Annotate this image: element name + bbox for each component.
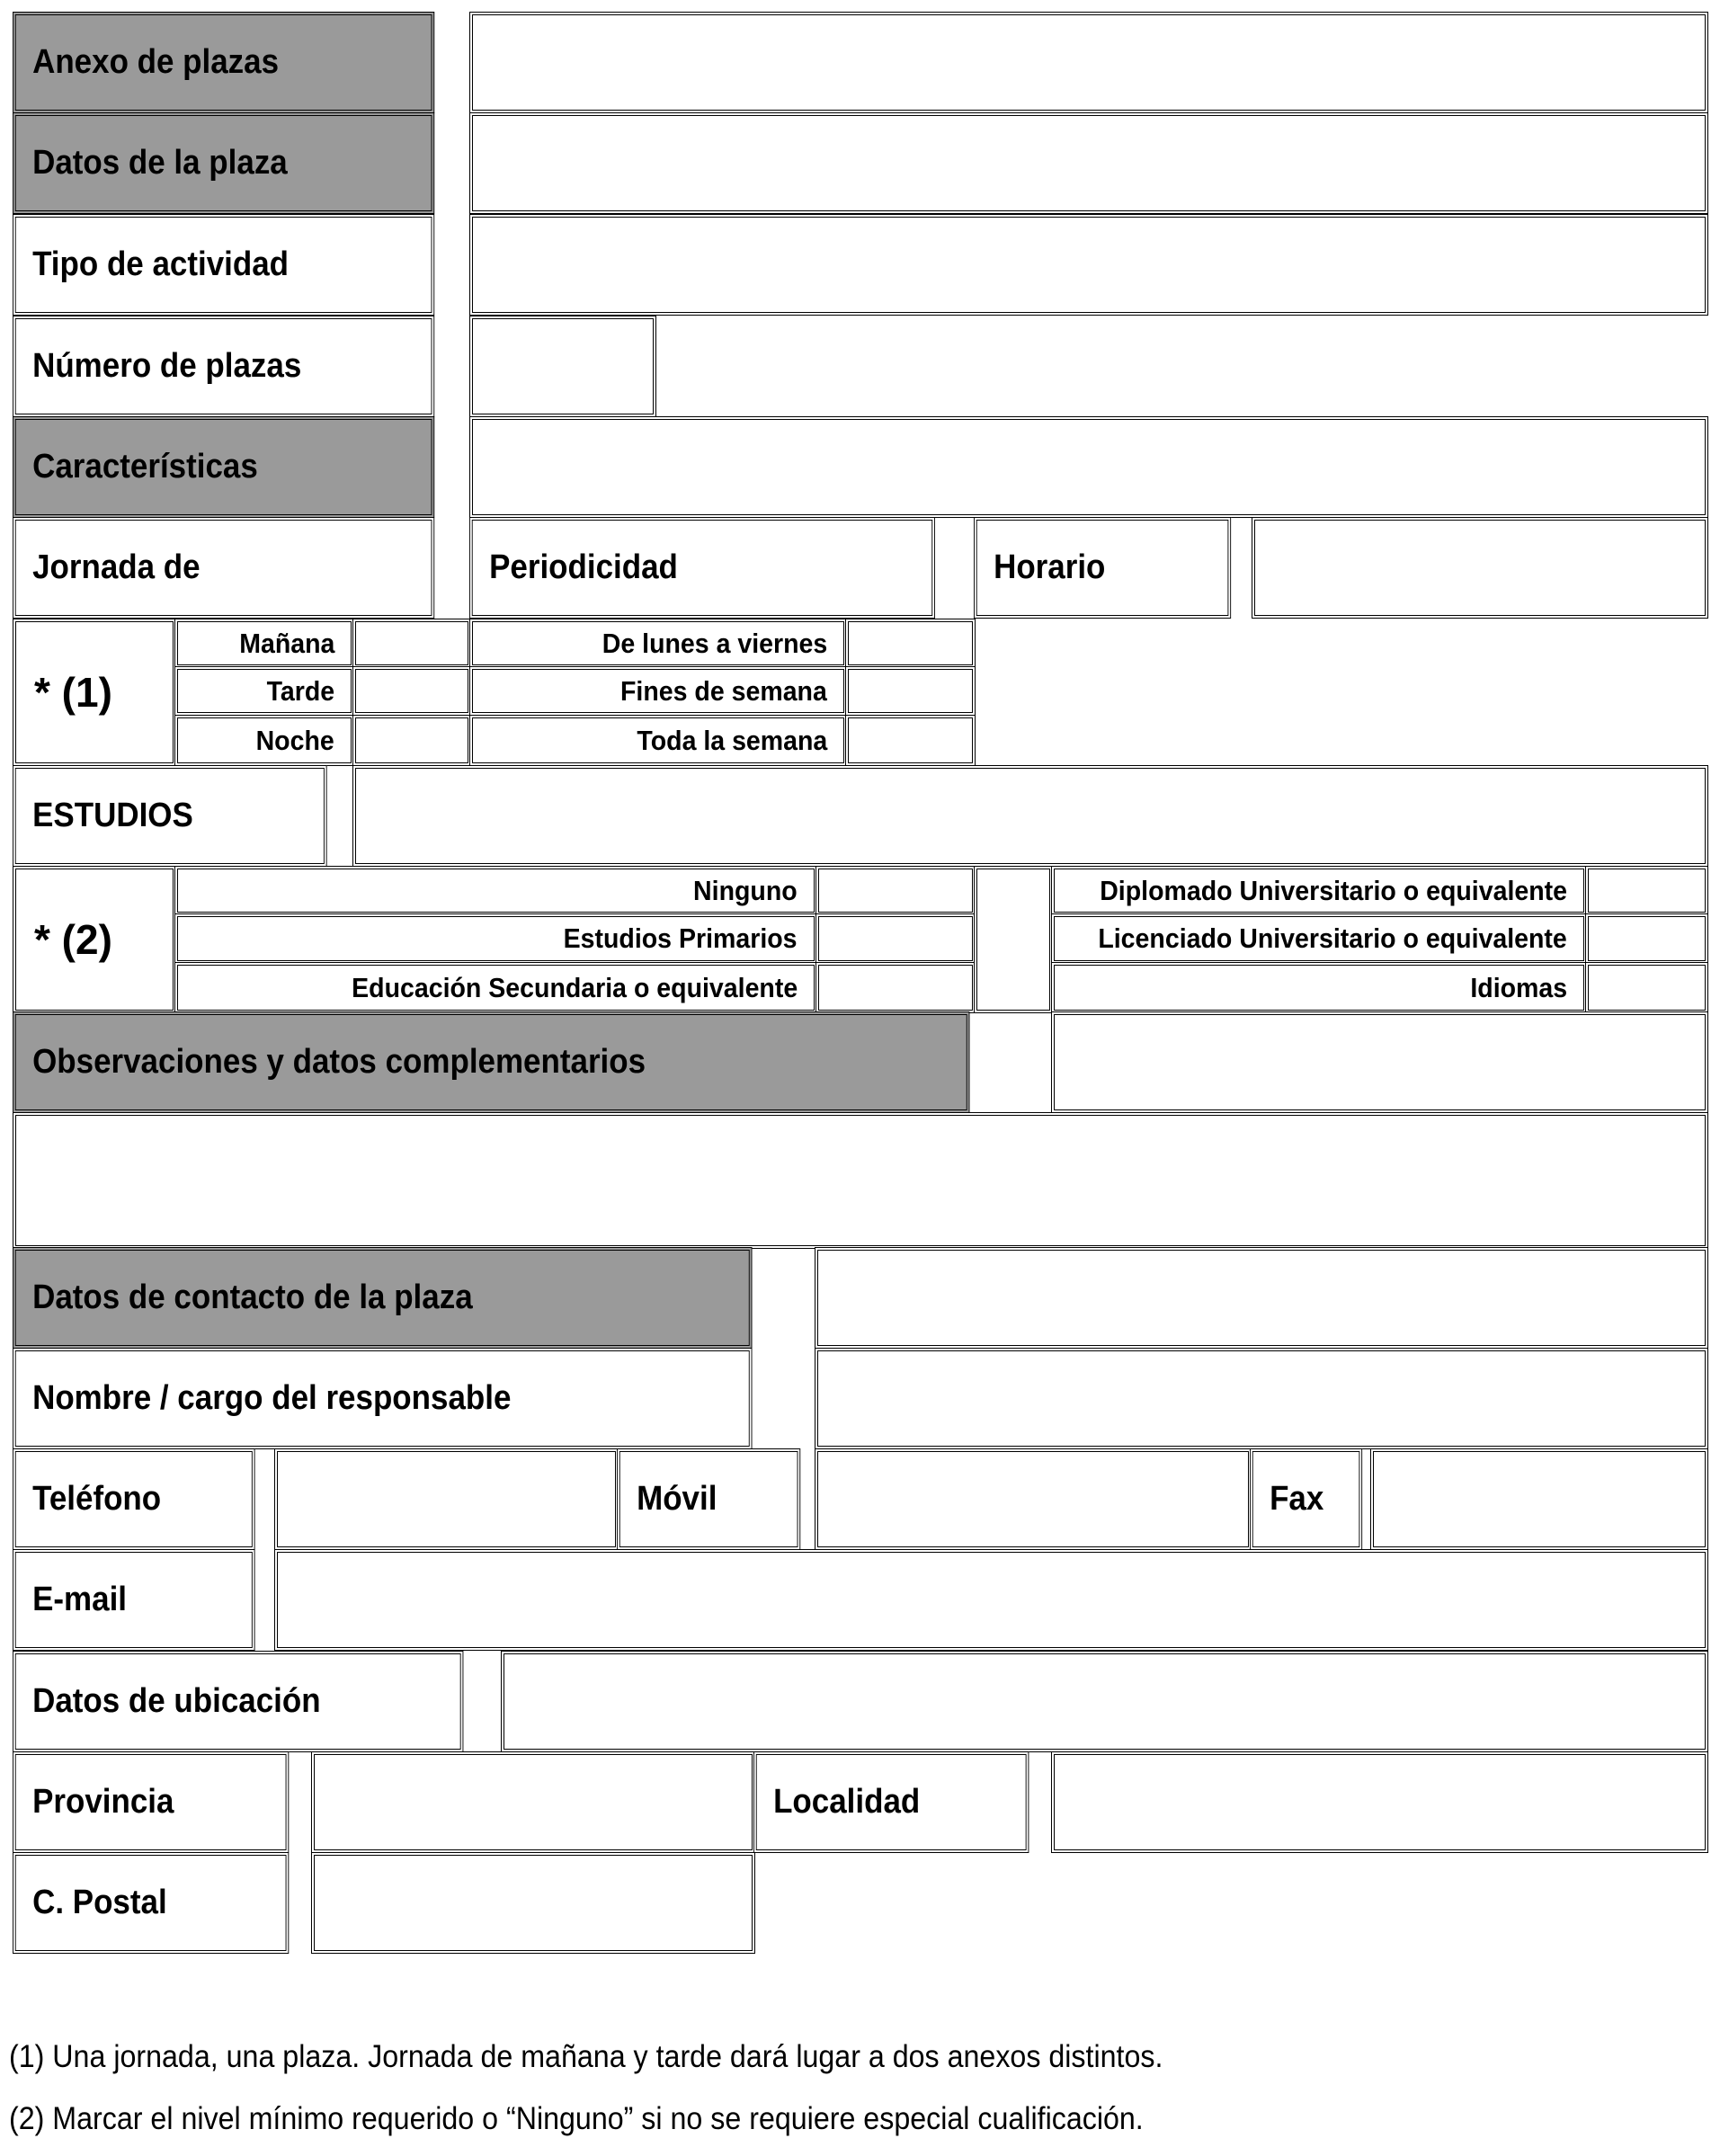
checkbox-toda-semana[interactable] — [845, 715, 976, 766]
anexo-field[interactable] — [469, 12, 1708, 113]
jornada-option-manana: Mañana — [174, 619, 354, 668]
datos-plaza-field[interactable] — [469, 112, 1708, 214]
checkbox-secundaria[interactable] — [815, 962, 976, 1013]
checkbox-noche[interactable] — [352, 715, 471, 766]
checkbox-ninguno[interactable] — [815, 866, 976, 915]
jornada-option-tarde: Tarde — [174, 666, 354, 716]
jornada-label: Jornada de — [13, 517, 434, 619]
estudios-option-diplomado: Diplomado Universitario o equivalente — [1051, 866, 1587, 915]
datos-ubicacion-label: Datos de ubicación — [13, 1651, 463, 1752]
datos-plaza-header: Datos de la plaza — [13, 112, 434, 214]
checkbox-licenciado[interactable] — [1585, 913, 1708, 964]
checkbox-fines-semana[interactable] — [845, 666, 976, 716]
movil-label: Móvil — [617, 1448, 800, 1550]
tipo-actividad-label: Tipo de actividad — [13, 214, 434, 316]
nombre-cargo-field[interactable] — [815, 1348, 1708, 1449]
estudios-field[interactable] — [352, 765, 1708, 867]
footnote-1: (1) Una jornada, una plaza. Jornada de mañana y tarde dará lugar a dos anexos distintos. — [9, 2039, 1163, 2074]
footnote-2: (2) Marcar el nivel mínimo requerido o “Ninguno” si no se requiere especial cualificación. — [9, 2101, 1144, 2136]
title-text: Anexo de plazas — [32, 43, 280, 81]
estudios-option-ninguno: Ninguno — [174, 866, 817, 915]
periodicidad-label: Periodicidad — [469, 517, 935, 619]
periodicidad-option-lunes-viernes: De lunes a viernes — [469, 619, 847, 668]
fax-label: Fax — [1250, 1448, 1362, 1550]
jornada-marker: * (1) — [13, 619, 176, 766]
provincia-field[interactable] — [311, 1751, 755, 1853]
numero-plazas-label: Número de plazas — [13, 316, 434, 417]
title-label — [13, 12, 434, 113]
observaciones-textarea[interactable] — [13, 1112, 1708, 1249]
horario-label: Horario — [974, 517, 1231, 619]
checkbox-tarde[interactable] — [352, 666, 471, 716]
datos-contacto-field[interactable] — [815, 1247, 1708, 1349]
checkbox-primarios[interactable] — [815, 913, 976, 964]
cpostal-field[interactable] — [311, 1852, 755, 1954]
checkbox-lunes-viernes[interactable] — [845, 619, 976, 668]
telefono-label: Teléfono — [13, 1448, 255, 1550]
observaciones-side-field[interactable] — [1051, 1011, 1708, 1113]
estudios-label: ESTUDIOS — [13, 765, 327, 867]
movil-field[interactable] — [815, 1448, 1252, 1550]
estudios-option-licenciado: Licenciado Universitario o equivalente — [1051, 913, 1587, 964]
numero-plazas-field[interactable] — [469, 316, 656, 417]
estudios-option-primarios: Estudios Primarios — [174, 913, 817, 964]
estudios-option-idiomas: Idiomas — [1051, 962, 1587, 1013]
fax-field[interactable] — [1370, 1448, 1708, 1550]
telefono-field[interactable] — [274, 1448, 619, 1550]
localidad-label: Localidad — [753, 1751, 1029, 1853]
tipo-actividad-field[interactable] — [469, 214, 1708, 316]
caracteristicas-field[interactable] — [469, 416, 1708, 518]
estudios-option-secundaria: Educación Secundaria o equivalente — [174, 962, 817, 1013]
estudios-spacer — [974, 866, 1053, 1013]
cpostal-label: C. Postal — [13, 1852, 289, 1954]
email-field[interactable] — [274, 1549, 1708, 1651]
observaciones-header: Observaciones y datos complementarios — [13, 1011, 969, 1113]
estudios-marker: * (2) — [13, 866, 176, 1013]
checkbox-diplomado[interactable] — [1585, 866, 1708, 915]
localidad-field[interactable] — [1051, 1751, 1708, 1853]
periodicidad-option-toda-semana: Toda la semana — [469, 715, 847, 766]
datos-contacto-header: Datos de contacto de la plaza — [13, 1247, 752, 1349]
periodicidad-option-fines-semana: Fines de semana — [469, 666, 847, 716]
jornada-option-noche: Noche — [174, 715, 354, 766]
datos-ubicacion-field[interactable] — [501, 1651, 1708, 1752]
horario-field[interactable] — [1252, 517, 1708, 619]
checkbox-idiomas[interactable] — [1585, 962, 1708, 1013]
caracteristicas-header: Características — [13, 416, 434, 518]
checkbox-manana[interactable] — [352, 619, 471, 668]
nombre-cargo-label: Nombre / cargo del responsable — [13, 1348, 752, 1449]
provincia-label: Provincia — [13, 1751, 289, 1853]
email-label: E-mail — [13, 1549, 255, 1651]
